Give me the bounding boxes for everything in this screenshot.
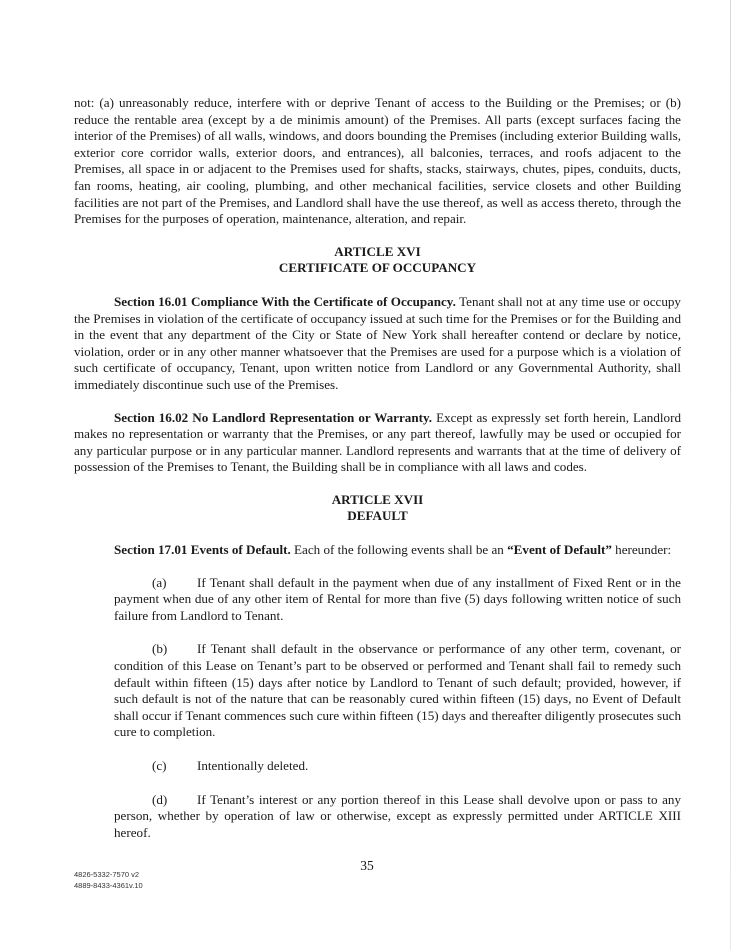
section-17-01-body-a: Each of the following events shall be an	[290, 542, 508, 558]
document-id-1: 4826-5332-7570 v2	[74, 870, 140, 879]
item-text: If Tenant shall default in the payment when due of any installment of Fixed Rent or in the payment when due of any other item of Rental for more than five (5) days following written notice of such failure from Landlord to Tenant.	[114, 574, 681, 623]
article-xvii-number: ARTICLE XVII	[331, 491, 424, 507]
item-label: (b)	[152, 641, 168, 657]
section-17-01	[74, 542, 681, 559]
section-17-01-title: Section 17.01 Events of Default.	[114, 542, 291, 558]
default-item-c	[114, 758, 681, 775]
section-16-01-body: Tenant shall not at any time use or occupy the Premises in violation of the certificate of occupancy issued at such time for the Premises or for the Building and in the event that any department of the City or State of New York shall hereafter contend or declare by notice, violation, order or in any other manner whatsoever that the Premises are used for a purpose which is a violation of such certificate of occupancy, Tenant, upon written notice from Landlord or any Governmental Authority, shall immediately discontinue such use of the Premises.	[74, 293, 681, 392]
item-label: (a)	[152, 574, 167, 590]
item-text: If Tenant’s interest or any portion thereof in this Lease shall devolve upon or pass to any person, whether by operation of law or otherwise, except as expressly permitted under ARTICLE XIII hereof.	[114, 791, 681, 840]
default-item-d	[114, 792, 681, 842]
article-xvi-number: ARTICLE XVI	[334, 243, 421, 259]
defined-term-event-of-default: “Event of Default”	[507, 542, 612, 558]
scan-edge-line	[730, 0, 731, 950]
article-xvi-heading	[74, 244, 681, 277]
document-page	[74, 95, 681, 858]
section-16-02	[74, 410, 681, 476]
item-label: (d)	[152, 791, 168, 807]
section-16-01	[74, 294, 681, 394]
item-label: (c)	[152, 758, 167, 773]
continued-paragraph: not: (a) unreasonably reduce, interfere with or deprive Tenant of access to the Building or the Premises; or (b) reduce the rentable area (except by a de minimis amount) of the Premises. All parts (except surfaces facing the interior of the Premises) of all walls, windows, and doors bounding the Premises (including exterior Building walls, exterior core corridor walls, exterior doors, and entrances), all balconies, terraces, and roofs adjacent to the Premises, all space in or adjacent to the Premises used for shafts, stacks, stairways, chutes, pipes, conduits, ducts, fan rooms, heating, air cooling, plumbing, and other mechanical facilities, service closets and other Building facilities are not part of the Premises, and Landlord shall have the use thereof, as well as access thereto, through the Premises for the purposes of operation, maintenance, alteration, and repair.	[74, 95, 681, 227]
document-ids	[74, 869, 143, 891]
article-xvii-heading	[74, 492, 681, 525]
section-16-02-body: Except as expressly set forth herein, Landlord makes no representation or warranty that the Premises, or any part thereof, lawfully may be used or occupied for any particular purpose or in any particular manner. Landlord represents and warrants that at the time of delivery of possession of the Premises to Tenant, the Building shall be in compliance with all laws and codes.	[74, 409, 681, 475]
article-xvii-title: DEFAULT	[347, 508, 408, 524]
item-text: If Tenant shall default in the observance or performance of any other term, covenant, or condition of this Lease on Tenant’s part to be observed or performed and Tenant shall fail to remedy such default within fifteen (15) days after notice by Landlord to Tenant of such default; provided, however, if such default is not of the nature that can be reasonably cured within fifteen (15) days, no Event of Default shall occur if Tenant commences such cure within fifteen (15) days and thereafter diligently prosecutes such cure to completion.	[114, 641, 681, 740]
document-id-2: 4889-8433-4361v.10	[74, 881, 143, 890]
section-17-01-body-b: hereunder:	[611, 542, 672, 558]
default-item-a	[114, 575, 681, 625]
section-16-02-title: Section 16.02 No Landlord Representation or Warranty.	[114, 409, 433, 425]
page-number: 35	[360, 858, 374, 873]
item-text: Intentionally deleted.	[197, 758, 309, 773]
section-16-01-title: Section 16.01 Compliance With the Certificate of Occupancy.	[114, 293, 456, 309]
default-item-b	[114, 641, 681, 741]
article-xvi-title: CERTIFICATE OF OCCUPANCY	[278, 260, 477, 276]
